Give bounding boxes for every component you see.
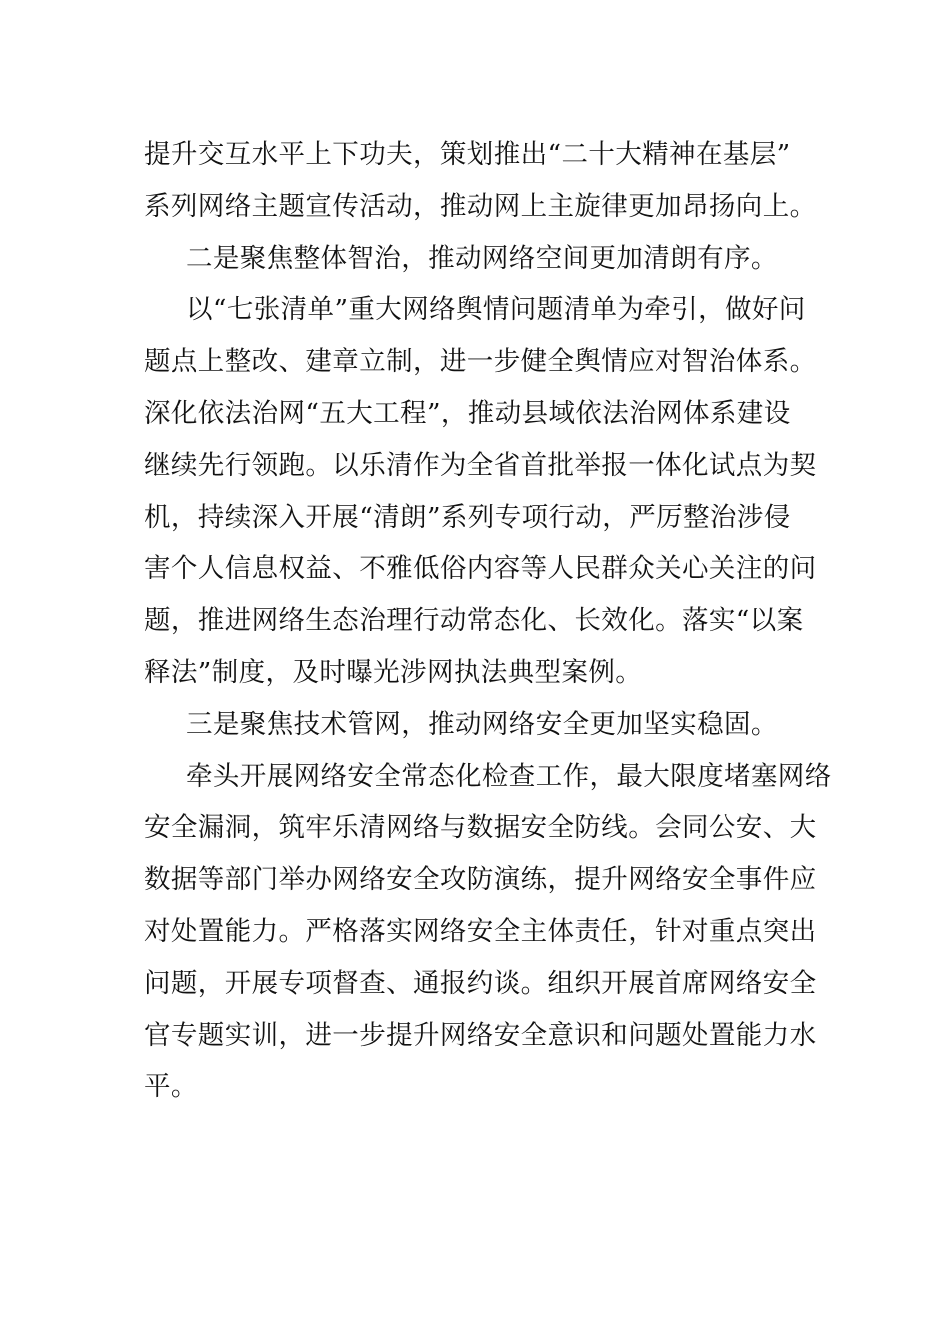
text-line: 题点上整改、建章立制，进一步健全舆情应对智治体系。 (144, 346, 817, 378)
section-heading: 三是聚焦技术管网，推动网络安全更加坚实稳固。 (186, 708, 778, 740)
text-line: 提升交互水平上下功夫，策划推出“二十大精神在基层” (144, 139, 791, 170)
text-line: 对处置能力。严格落实网络安全主体责任，针对重点突出 (144, 915, 817, 947)
document-body (144, 129, 832, 1113)
text-line: 牵头开展网络安全常态化检查工作，最大限度堵塞网络 (186, 760, 832, 792)
text-line: 平。 (144, 1071, 198, 1103)
text-line: 释法”制度，及时曝光涉网执法典型案例。 (144, 656, 643, 688)
text-line: 继续先行领跑。以乐清作为全省首批举报一体化试点为契 (144, 449, 817, 481)
text-line: 系列网络主题宣传活动，推动网上主旋律更加昂扬向上。 (144, 190, 817, 222)
text-line: 数据等部门举办网络安全攻防演练，提升网络安全事件应 (144, 864, 817, 896)
text-line: 官专题实训，进一步提升网络安全意识和问题处置能力水 (144, 1019, 817, 1051)
section-heading: 二是聚焦整体智治，推动网络空间更加清朗有序。 (186, 242, 778, 274)
text-line: 深化依法治网“五大工程”，推动县域依法治网体系建设 (144, 397, 791, 429)
text-line: 以“七张清单”重大网络舆情问题清单为牵引，做好问 (186, 294, 806, 326)
text-line: 题，推进网络生态治理行动常态化、长效化。落实“以案 (144, 605, 804, 637)
text-line: 安全漏洞，筑牢乐清网络与数据安全防线。会同公安、大 (144, 812, 817, 844)
text-line: 机，持续深入开展“清朗”系列专项行动，严厉整治涉侵 (144, 501, 791, 533)
text-line: 害个人信息权益、不雅低俗内容等人民群众关心关注的问 (144, 553, 817, 585)
text-line: 问题，开展专项督查、通报约谈。组织开展首席网络安全 (144, 967, 817, 999)
